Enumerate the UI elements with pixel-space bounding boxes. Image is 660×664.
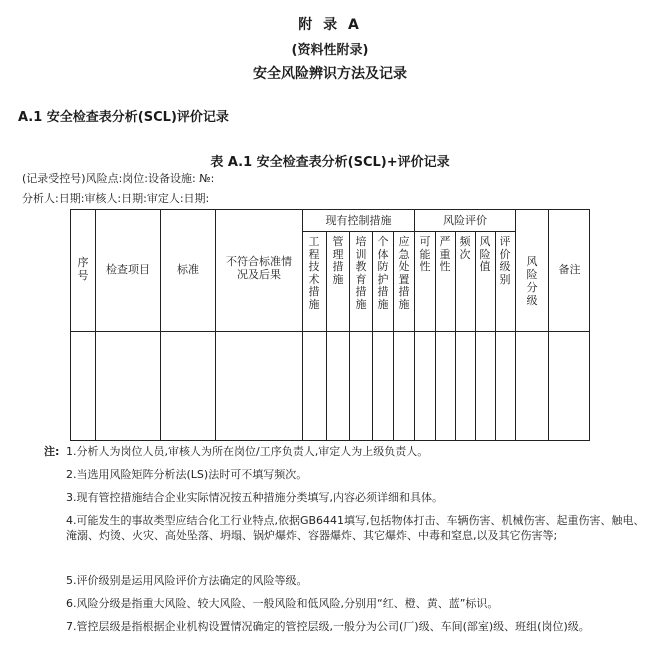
header-emergency-measures: 应急处置措施 [398, 235, 410, 311]
header-ppe-measures: 个体防护措施 [377, 235, 389, 311]
appendix-label: 附 录 A [298, 17, 362, 33]
header-severity: 严重性 [439, 235, 451, 273]
note-4: 4.可能发生的事故类型应结合化工行业特点,依据GB6441填写,包括物体打击、车辆伤害、机械伤害、起重伤害、触电、淹溺、灼烫、火灾、高处坠落、坍塌、锅炉爆炸、容器爆炸、其它爆炸、中毒和窒息,以及其它伤害等; [66, 514, 645, 542]
header-possibility: 可能性 [419, 235, 431, 273]
table-grid-lines [70, 209, 590, 441]
header-nonconformance: 不符合标准情况及后果 [226, 255, 292, 281]
scl-table [70, 209, 590, 441]
note-5: 5.评价级别是运用风险评价方法确定的风险等级。 [66, 574, 308, 587]
header-standard: 标准 [177, 263, 199, 276]
header-training-measures: 培训教育措施 [355, 235, 367, 311]
header-check-item: 检查项目 [106, 263, 150, 276]
header-management-measures: 管理措施 [332, 235, 344, 286]
note-1: 1.分析人为岗位人员,审核人为所在岗位/工序负责人,审定人为上级负责人。 [66, 445, 429, 458]
table-meta-record: (记录受控号)风险点:岗位:设备设施: №: [22, 172, 215, 185]
table-title: 表 A.1 安全检查表分析(SCL)+评价记录 [210, 155, 450, 170]
header-risk-evaluation: 风险评价 [443, 214, 487, 227]
header-seq: 序号 [77, 256, 89, 282]
note-2: 2.当选用风险矩阵分析法(LS)法时可不填写频次。 [66, 468, 308, 481]
header-remarks: 备注 [558, 263, 581, 276]
table-meta-signoff: 分析人:日期:审核人:日期:审定人:日期: [22, 192, 210, 205]
note-7: 7.管控层级是指根据企业机构设置情况确定的管控层级,一般分为公司(厂)级、车间(部室)级、班组(岗位)级。 [66, 620, 590, 633]
appendix-subtitle: (资料性附录) [291, 43, 369, 58]
header-frequency: 频次 [459, 235, 471, 261]
header-engineering-measures: 工程技术措施 [308, 235, 320, 311]
header-existing-controls: 现有控制措施 [325, 214, 392, 227]
section-heading: A.1 安全检查表分析(SCL)评价记录 [18, 110, 229, 125]
header-risk-classification: 风险分级 [526, 255, 538, 307]
document-title: 安全风险辨识方法及记录 [253, 66, 407, 82]
header-risk-value: 风险值 [479, 235, 491, 273]
header-evaluation-level: 评价级别 [499, 235, 511, 286]
note-6: 6.风险分级是指重大风险、较大风险、一般风险和低风险,分别用“红、橙、黄、蓝”标识。 [66, 597, 499, 610]
note-3: 3.现有管控措施结合企业实际情况按五种措施分类填写,内容必须详细和具体。 [66, 491, 443, 504]
notes-label: 注: [44, 445, 60, 458]
